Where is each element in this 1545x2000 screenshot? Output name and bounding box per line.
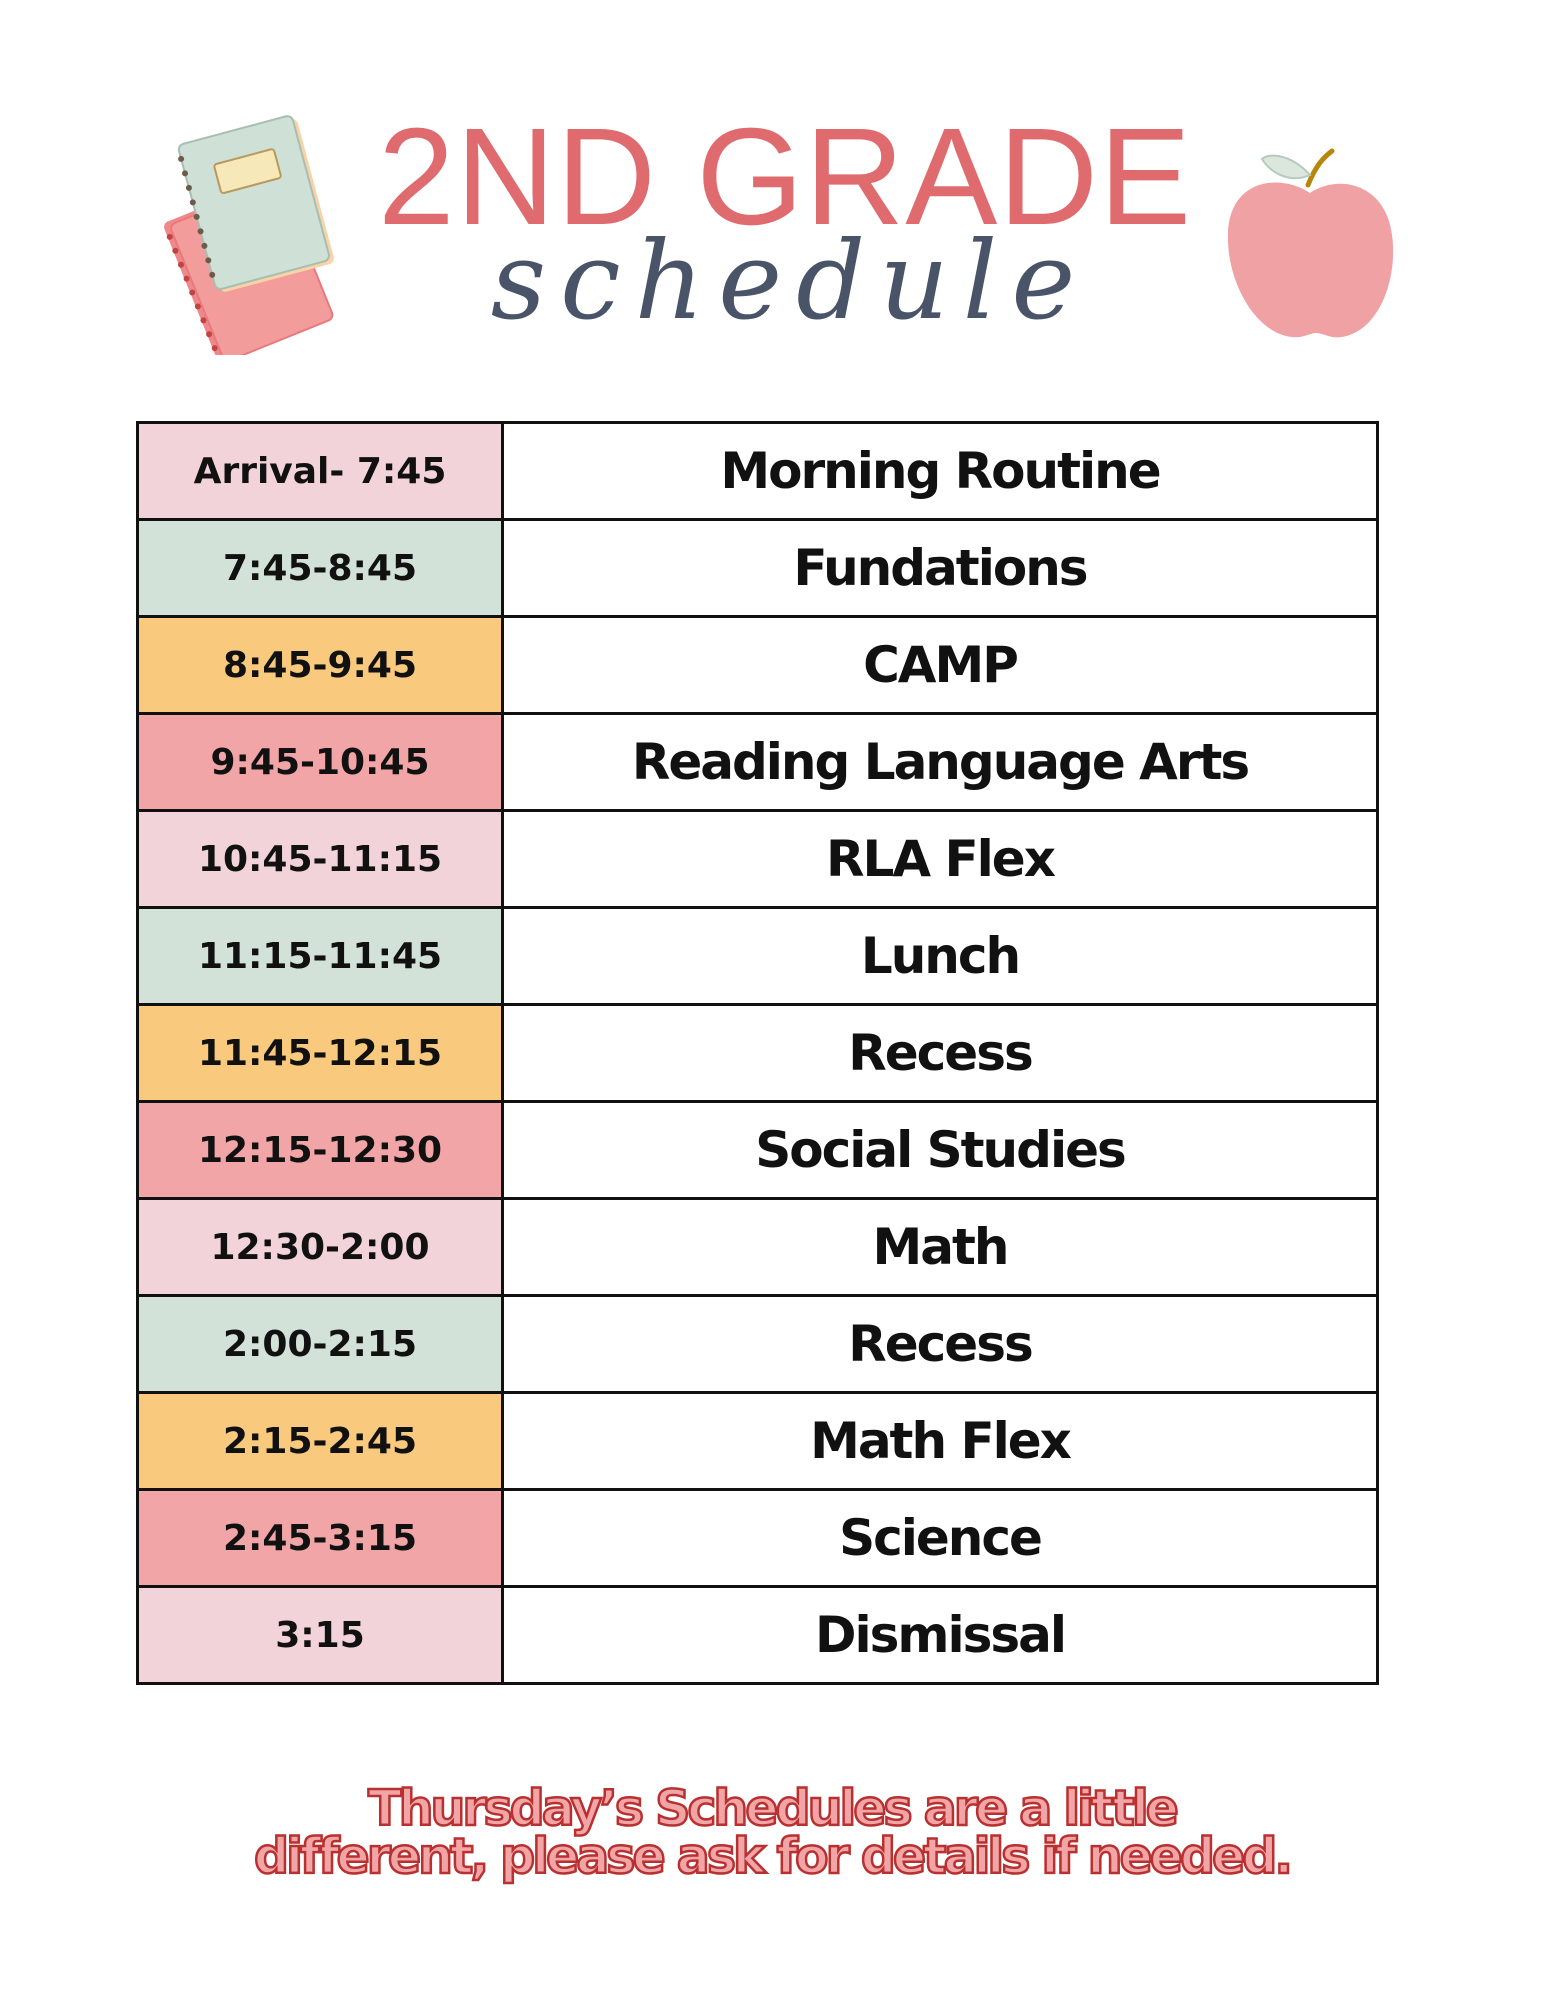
time-cell: 8:45-9:45 bbox=[138, 617, 503, 714]
activity-cell: RLA Flex bbox=[503, 811, 1378, 908]
activity-cell: Fundations bbox=[503, 520, 1378, 617]
table-row bbox=[138, 1005, 1378, 1102]
activity-cell: Math bbox=[503, 1199, 1378, 1296]
time-cell: 3:15 bbox=[138, 1587, 503, 1684]
activity-cell: Recess bbox=[503, 1005, 1378, 1102]
activity-cell: CAMP bbox=[503, 617, 1378, 714]
time-cell: 11:45-12:15 bbox=[138, 1005, 503, 1102]
table-row bbox=[138, 520, 1378, 617]
activity-cell: Social Studies bbox=[503, 1102, 1378, 1199]
table-row bbox=[138, 617, 1378, 714]
schedule-table bbox=[136, 421, 1379, 1685]
table-row bbox=[138, 1393, 1378, 1490]
page-subtitle: schedule bbox=[490, 219, 1090, 344]
time-cell: 7:45-8:45 bbox=[138, 520, 503, 617]
time-cell: 2:00-2:15 bbox=[138, 1296, 503, 1393]
table-row bbox=[138, 1102, 1378, 1199]
activity-cell: Lunch bbox=[503, 908, 1378, 1005]
time-cell: 10:45-11:15 bbox=[138, 811, 503, 908]
time-cell: Arrival- 7:45 bbox=[138, 423, 503, 520]
activity-cell: Morning Routine bbox=[503, 423, 1378, 520]
activity-cell: Reading Language Arts bbox=[503, 714, 1378, 811]
thursday-note bbox=[172, 1780, 1372, 1885]
page-title: 2ND GRADE bbox=[377, 100, 1193, 254]
table-row bbox=[138, 908, 1378, 1005]
table-row bbox=[138, 1490, 1378, 1587]
table-row bbox=[138, 1587, 1378, 1684]
time-cell: 11:15-11:45 bbox=[138, 908, 503, 1005]
time-cell: 12:30-2:00 bbox=[138, 1199, 503, 1296]
table-row bbox=[138, 1199, 1378, 1296]
table-row bbox=[138, 714, 1378, 811]
time-cell: 12:15-12:30 bbox=[138, 1102, 503, 1199]
table-row bbox=[138, 811, 1378, 908]
notebooks-icon bbox=[150, 115, 340, 359]
activity-cell: Recess bbox=[503, 1296, 1378, 1393]
activity-cell: Dismissal bbox=[503, 1587, 1378, 1684]
time-cell: 2:45-3:15 bbox=[138, 1490, 503, 1587]
note-line-2: different, please ask for details if needed. bbox=[254, 1828, 1290, 1885]
table-row bbox=[138, 1296, 1378, 1393]
table-row bbox=[138, 423, 1378, 520]
activity-cell: Math Flex bbox=[503, 1393, 1378, 1490]
activity-cell: Science bbox=[503, 1490, 1378, 1587]
apple-icon bbox=[1220, 145, 1400, 349]
time-cell: 2:15-2:45 bbox=[138, 1393, 503, 1490]
note-line-1: Thursday’s Schedules are a little bbox=[368, 1780, 1176, 1837]
time-cell: 9:45-10:45 bbox=[138, 714, 503, 811]
